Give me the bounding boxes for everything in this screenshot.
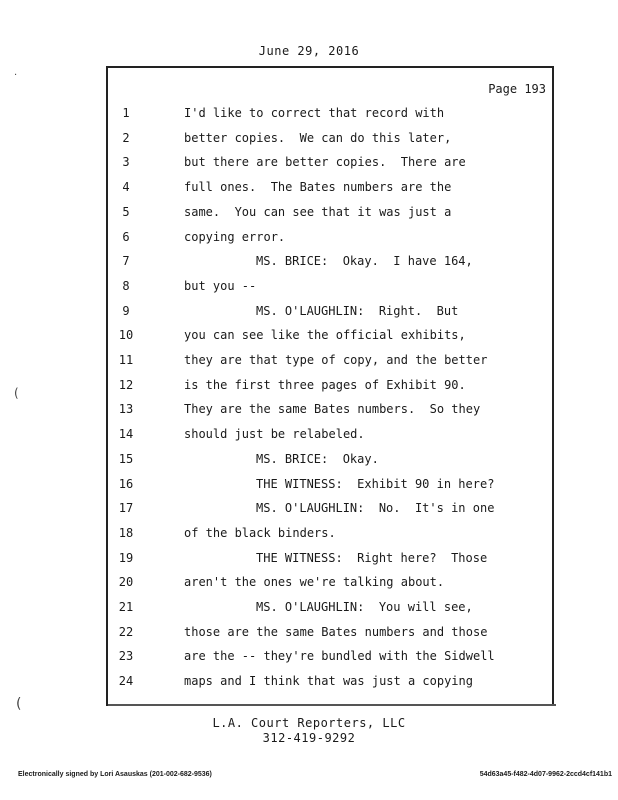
transcript-line	[108, 205, 556, 225]
line-number: 15	[118, 451, 134, 466]
scan-mark-top: ·	[14, 70, 18, 81]
line-text: they are that type of copy, and the better	[184, 353, 488, 367]
transcript-date: June 29, 2016	[258, 44, 360, 58]
line-number: 23	[118, 649, 134, 664]
line-number: 24	[118, 674, 134, 689]
transcript-line	[108, 131, 556, 151]
line-number: 7	[122, 254, 130, 269]
line-number: 9	[122, 303, 130, 318]
transcript-line	[108, 600, 556, 620]
transcript-page	[106, 66, 554, 706]
line-number: 3	[122, 155, 130, 170]
line-number: 21	[118, 600, 134, 614]
line-text: MS. O'LAUGHLIN: Right. But	[256, 303, 459, 318]
page-shadow-divider	[108, 704, 556, 706]
line-text: MS. BRICE: Okay.	[256, 451, 379, 466]
transcript-line	[108, 452, 556, 472]
line-text: should just be relabeled.	[184, 427, 365, 442]
line-text: MS. O'LAUGHLIN: You will see,	[256, 600, 473, 614]
transcript-line	[108, 230, 556, 250]
transcript-line	[108, 477, 556, 497]
transcript-line	[108, 328, 556, 348]
transcript-line	[108, 674, 556, 694]
line-number: 16	[118, 476, 134, 491]
transcript-line	[108, 279, 556, 299]
transcript-line	[108, 402, 556, 422]
line-text: They are the same Bates numbers. So they	[184, 402, 481, 417]
line-text: copying error.	[184, 229, 286, 244]
line-number: 4	[122, 180, 130, 195]
line-text: I'd like to correct that record with	[184, 106, 445, 120]
line-text: are the -- they're bundled with the Sidwell	[184, 649, 495, 664]
transcript-line	[108, 526, 556, 546]
transcript-line	[108, 155, 556, 175]
line-text: same. You can see that it was just a	[184, 204, 452, 219]
court-reporter-phone: 312-419-9292	[262, 731, 356, 745]
line-number: 12	[118, 377, 134, 392]
line-number: 13	[118, 402, 134, 417]
court-reporter-name: L.A. Court Reporters, LLC	[212, 716, 406, 730]
transcript-line	[108, 501, 556, 521]
line-text: better copies. We can do this later,	[184, 130, 452, 145]
line-text: is the first three pages of Exhibit 90.	[184, 377, 466, 392]
transcript-line	[108, 180, 556, 200]
electronic-signature-text: Electronically signed by Lori Asauskas (201-002-682-9536)	[18, 771, 212, 778]
line-number: 22	[118, 624, 134, 639]
line-text: of the black binders.	[184, 525, 336, 540]
line-text: but there are better copies. There are	[184, 155, 466, 170]
line-text: aren't the ones we're talking about.	[184, 575, 445, 590]
line-number: 18	[118, 525, 134, 540]
line-number: 11	[118, 353, 134, 367]
line-text: THE WITNESS: Exhibit 90 in here?	[256, 476, 495, 491]
line-number: 14	[118, 427, 134, 442]
document-hash-id: 54d63a45-f482-4d07-9962-2ccd4cf141b1	[479, 771, 612, 778]
line-number: 6	[122, 229, 130, 244]
line-text: THE WITNESS: Right here? Those	[256, 550, 488, 565]
transcript-line	[108, 353, 556, 373]
line-number: 17	[118, 501, 134, 516]
transcript-line	[108, 254, 556, 274]
transcript-line	[108, 625, 556, 645]
line-text: MS. BRICE: Okay. I have 164,	[256, 254, 473, 269]
line-number: 20	[118, 575, 134, 590]
line-text: maps and I think that was just a copying	[184, 674, 473, 689]
transcript-line	[108, 106, 556, 126]
line-text: full ones. The Bates numbers are the	[184, 180, 452, 195]
transcript-line	[108, 551, 556, 571]
line-text: you can see like the official exhibits,	[184, 328, 466, 343]
transcript-line	[108, 575, 556, 595]
scan-mark-middle: (	[14, 386, 19, 400]
line-number: 10	[118, 328, 134, 343]
line-number: 2	[122, 130, 130, 145]
page-number: Page 193	[488, 82, 546, 96]
line-number: 8	[122, 278, 130, 293]
transcript-line	[108, 649, 556, 669]
line-text: but you --	[184, 278, 257, 293]
transcript-line	[108, 427, 556, 447]
line-number: 1	[122, 106, 130, 120]
transcript-line	[108, 378, 556, 398]
scan-mark-bottom: (	[16, 696, 22, 712]
transcript-line	[108, 304, 556, 324]
line-text: MS. O'LAUGHLIN: No. It's in one	[256, 501, 495, 516]
line-text: those are the same Bates numbers and those	[184, 624, 488, 639]
line-number: 19	[118, 550, 134, 565]
line-number: 5	[122, 204, 130, 219]
